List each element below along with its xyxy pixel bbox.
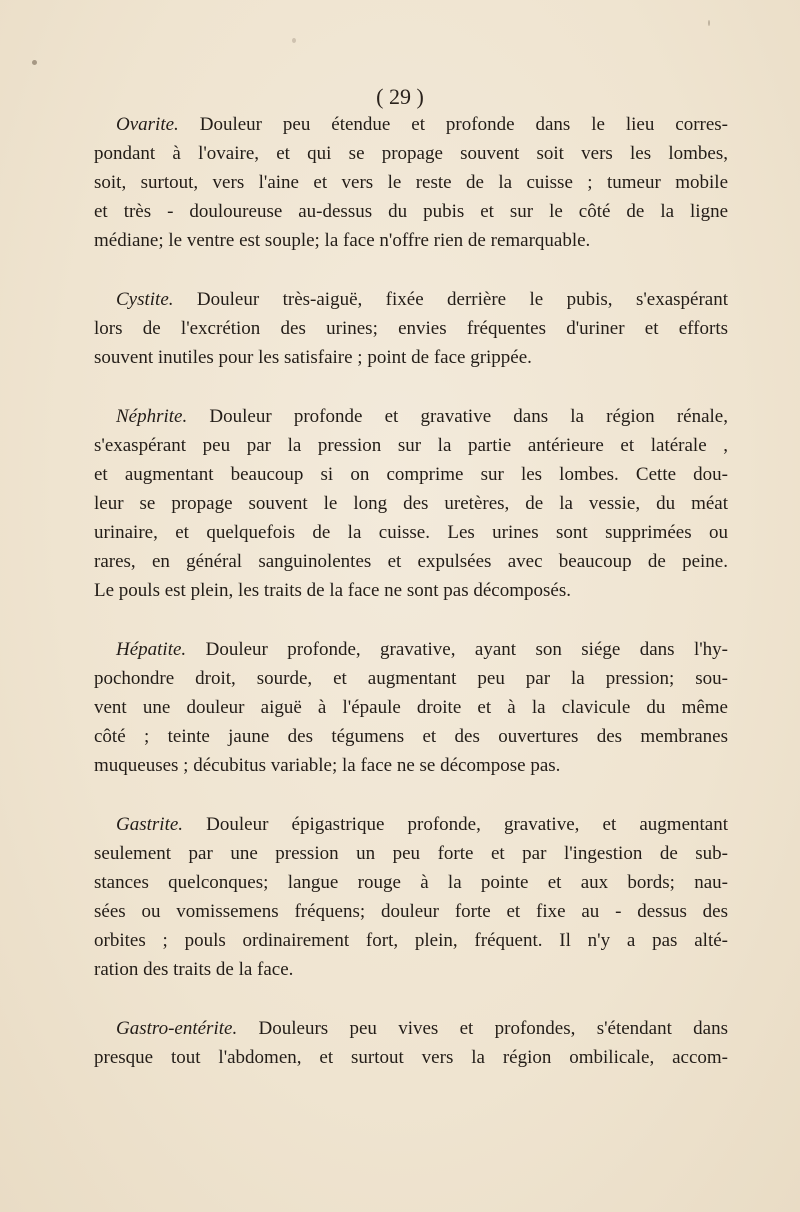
line-text: Douleur très-aiguë, fixée derrière le pubis, s'exaspérant	[173, 289, 728, 310]
term-heading: Néphrite.	[116, 406, 188, 427]
text-line: médiane; le ventre est souple; la face n'offre rien de remarquable.	[94, 230, 591, 251]
ink-speck	[292, 38, 296, 43]
ink-speck	[708, 20, 710, 26]
line-text: Douleur épigastrique profonde, gravative, et augmentant	[183, 814, 728, 835]
text-line: muqueuses ; décubitus variable; la face ne se décompose pas.	[94, 755, 561, 776]
text-line: orbites ; pouls ordinairement fort, plein, fréquent. Il n'y a pas alté-	[94, 930, 728, 951]
term-heading: Hépatite.	[116, 639, 187, 660]
text-line: pochondre droit, sourde, et augmentant peu par la pression; sou-	[94, 668, 728, 689]
term-heading: Gastro-entérite.	[116, 1018, 238, 1039]
text-line: s'exaspérant peu par la pression sur la partie antérieure et latérale ,	[94, 435, 728, 456]
line-text: Douleur profonde et gravative dans la région rénale,	[187, 406, 728, 427]
text-line: seulement par une pression un peu forte et par l'ingestion de sub-	[94, 843, 728, 864]
text-line: côté ; teinte jaune des tégumens et des ouvertures des membranes	[94, 726, 728, 747]
text-line: presque tout l'abdomen, et surtout vers la région ombilicale, accom-	[94, 1047, 728, 1068]
text-line	[116, 402, 728, 431]
ink-speck	[32, 60, 37, 65]
text-line: rares, en général sanguinolentes et expulsées avec beaucoup de peine.	[94, 551, 728, 572]
text-line: Le pouls est plein, les traits de la face ne sont pas décomposés.	[94, 580, 571, 601]
text-line: urinaire, et quelquefois de la cuisse. Les urines sont supprimées ou	[94, 522, 728, 543]
page-number: ( 29 )	[376, 84, 424, 109]
text-line: sées ou vomissemens fréquens; douleur forte et fixe au - dessus des	[94, 901, 728, 922]
text-line: stances quelconques; langue rouge à la pointe et aux bords; nau-	[94, 872, 728, 893]
paragraph-gastrite	[94, 810, 728, 984]
text-line	[116, 635, 728, 664]
text-line: et augmentant beaucoup si on comprime sur les lombes. Cette dou-	[94, 464, 728, 485]
text-line	[116, 285, 728, 314]
paragraph-ovarite	[94, 110, 728, 255]
text-line: lors de l'excrétion des urines; envies fréquentes d'uriner et efforts	[94, 318, 728, 339]
text-line: pondant à l'ovaire, et qui se propage souvent soit vers les lombes,	[94, 143, 728, 164]
text-line: soit, surtout, vers l'aine et vers le reste de la cuisse ; tumeur mobile	[94, 172, 728, 193]
paragraph-nephrite	[94, 402, 728, 605]
term-heading: Gastrite.	[116, 814, 184, 835]
term-heading: Cystite.	[116, 289, 174, 310]
text-line	[116, 110, 728, 139]
text-line	[116, 1014, 728, 1043]
paragraph-gastro-enterite	[94, 1014, 728, 1072]
text-line: et très - douloureuse au-dessus du pubis et sur le côté de la ligne	[94, 201, 728, 222]
term-heading: Ovarite.	[116, 114, 179, 135]
line-text: Douleur profonde, gravative, ayant son siége dans l'hy-	[186, 639, 728, 660]
text-line: souvent inutiles pour les satisfaire ; point de face grippée.	[94, 347, 532, 368]
paragraph-hepatite	[94, 635, 728, 780]
text-line: leur se propage souvent le long des uretères, de la vessie, du méat	[94, 493, 728, 514]
text-line: vent une douleur aiguë à l'épaule droite et à la clavicule du même	[94, 697, 728, 718]
body-text	[94, 110, 728, 1102]
line-text: Douleur peu étendue et profonde dans le lieu corres-	[178, 114, 728, 135]
line-text: Douleurs peu vives et profondes, s'étendant dans	[237, 1018, 728, 1039]
text-line: ration des traits de la face.	[94, 959, 294, 980]
paragraph-cystite	[94, 285, 728, 372]
text-line	[116, 810, 728, 839]
